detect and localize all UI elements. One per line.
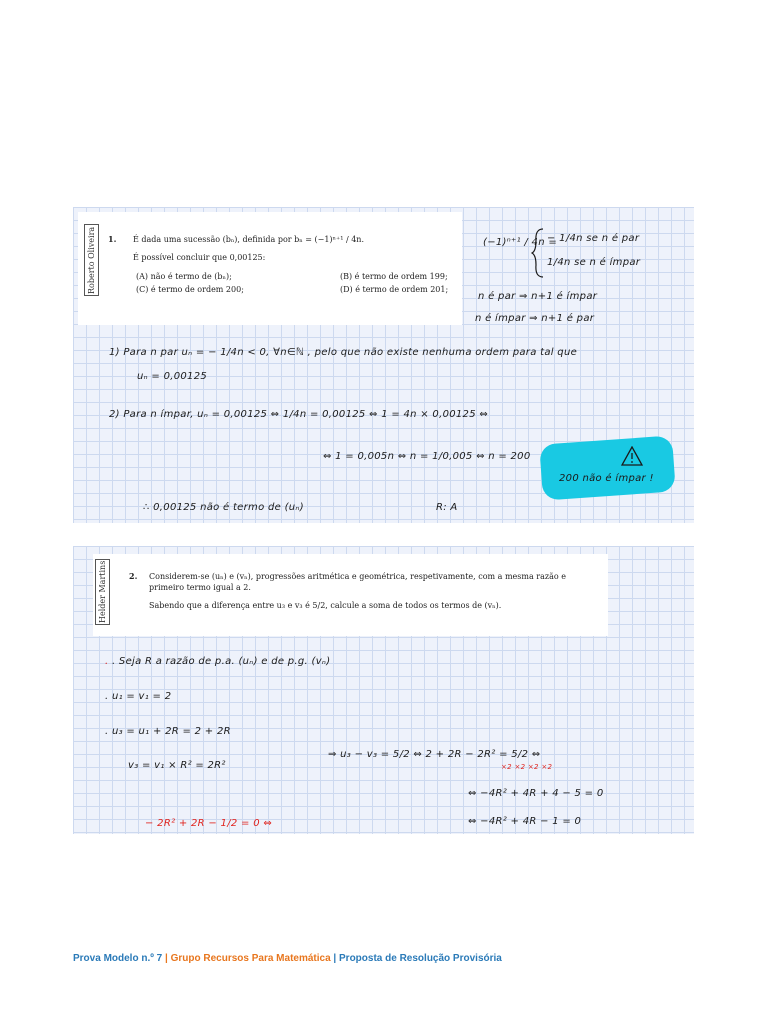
solution-line-1b: uₙ = 0,00125 bbox=[137, 371, 208, 382]
footer-separator: | bbox=[330, 953, 340, 964]
question-2-box bbox=[93, 554, 608, 636]
conclusion: ∴ 0,00125 não é termo de (uₙ) bbox=[143, 502, 304, 513]
brace-icon bbox=[531, 227, 545, 279]
question-text-1: Considerem-se (uₙ) e (vₙ), progressões aritmética e geométrica, respetivamente, com a mesma razão e bbox=[149, 572, 566, 581]
footer-proposal: Proposta de Resolução Provisória bbox=[339, 953, 502, 964]
solution-line-3: . u₃ = u₁ + 2R = 2 + 2R bbox=[105, 726, 231, 737]
question-text-2: primeiro termo igual a 2. bbox=[149, 583, 251, 592]
solution-line-5: ⇒ u₃ − v₃ = 5/2 ⇔ 2 + 2R − 2R² = 5/2 ⇔ bbox=[328, 749, 541, 760]
highlight-note bbox=[539, 435, 676, 500]
question-stem: É dada uma sucessão (bₙ), definida por bₙ = (−1)ⁿ⁺¹ / 4n. bbox=[133, 235, 364, 244]
footer-separator: | bbox=[162, 953, 171, 964]
warning-icon bbox=[621, 446, 643, 466]
footer-exam: Prova Modelo n.º 7 bbox=[73, 953, 163, 964]
footer-group: Grupo Recursos Para Matemática bbox=[170, 953, 331, 964]
solution-line-2: 2) Para n ímpar, uₙ = 0,00125 ⇔ 1/4n = 0,00125 ⇔ 1 = 4n × 0,00125 ⇔ bbox=[109, 409, 489, 420]
highlight-note-text: 200 não é ímpar ! bbox=[559, 473, 654, 484]
solution-line-7: ⇔ −4R² + 4R − 1 = 0 bbox=[468, 816, 582, 827]
final-answer: R: A bbox=[436, 502, 458, 513]
red-equation: − 2R² + 2R − 1/2 = 0 ⇔ bbox=[145, 818, 273, 829]
solution-line-1: . . Seja R a razão de p.a. (uₙ) e de p.g. (vₙ) bbox=[105, 656, 331, 667]
parity-note-2: n é ímpar ⇒ n+1 é par bbox=[475, 313, 595, 324]
solution-line-2: . u₁ = v₁ = 2 bbox=[105, 691, 172, 702]
parity-note-1: n é par ⇒ n+1 é ímpar bbox=[478, 291, 598, 302]
question-prompt: É possível concluir que 0,00125: bbox=[133, 253, 266, 262]
author-label: Helder Martins bbox=[95, 559, 110, 625]
piecewise-case-2: 1/4n se n é ímpar bbox=[547, 257, 641, 268]
option-d: (D) é termo de ordem 201; bbox=[340, 285, 449, 294]
option-b: (B) é termo de ordem 199; bbox=[340, 272, 448, 281]
option-a: (A) não é termo de (bₙ); bbox=[136, 272, 232, 281]
solution-line-4: v₃ = v₁ × R² = 2R² bbox=[128, 760, 226, 771]
option-c: (C) é termo de ordem 200; bbox=[136, 285, 244, 294]
question-number: 1. bbox=[108, 234, 117, 244]
page-footer bbox=[73, 953, 502, 964]
question-number: 2. bbox=[129, 571, 138, 581]
piecewise-lhs: (−1)ⁿ⁺¹ / 4n = bbox=[483, 237, 558, 248]
piecewise-case-1: − 1/4n se n é par bbox=[547, 233, 640, 244]
solution-line-3: ⇔ 1 = 0,005n ⇔ n = 1/0,005 ⇔ n = 200 bbox=[323, 451, 531, 462]
solution-line-6: ⇔ −4R² + 4R + 4 − 5 = 0 bbox=[468, 788, 604, 799]
solution-line-1: 1) Para n par uₙ = − 1/4n < 0, ∀n∈ℕ , pelo que não existe nenhuma ordem para tal que bbox=[109, 347, 578, 358]
question-text-3: Sabendo que a diferença entre u₃ e v₃ é 5/2, calcule a soma de todos os termos de (vₙ). bbox=[149, 601, 502, 610]
multiply-marks: ×2 ×2 ×2 ×2 bbox=[501, 763, 553, 771]
question-1-box bbox=[78, 212, 462, 325]
question-1-panel bbox=[73, 207, 694, 523]
author-label: Roberto Oliveira bbox=[84, 224, 99, 296]
question-2-panel bbox=[73, 546, 694, 834]
